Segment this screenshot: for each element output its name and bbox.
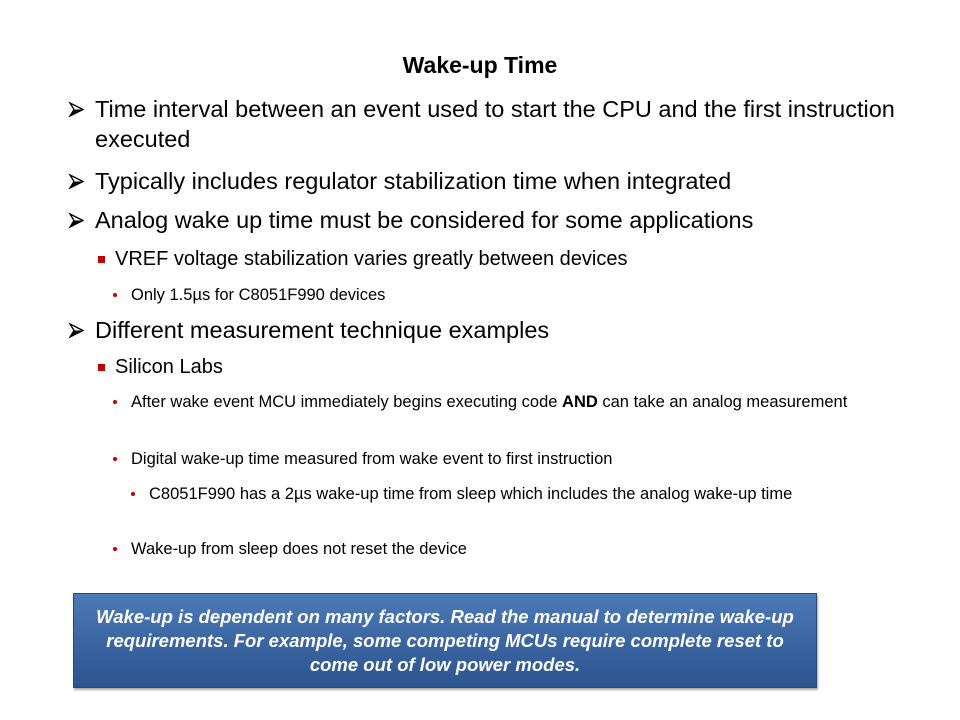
- callout-text: Wake-up is dependent on many factors. Read the manual to determine wake-up requirements. For example, some competing MCUs require complete reset to come out of low power modes.: [96, 605, 794, 675]
- bullet-level3: [113, 390, 863, 414]
- bullet-text: [113, 390, 863, 414]
- callout-box: [73, 593, 817, 688]
- bullet-text-part: can take an analog measurement: [597, 393, 848, 411]
- bullet-text: Different measurement technique examples: [95, 317, 550, 343]
- bullet-level1: [68, 315, 898, 345]
- square-bullet-icon: [98, 246, 112, 272]
- bullet-text-emphasis: AND: [562, 393, 598, 411]
- arrow-icon: [68, 94, 90, 124]
- bullet-level1: [68, 94, 898, 154]
- bullet-level1: [68, 166, 898, 196]
- bullet-text: Only 1.5µs for C8051F990 devices: [131, 286, 386, 304]
- arrow-icon: [68, 166, 90, 196]
- dot-bullet-icon: [113, 537, 125, 561]
- arrow-icon: [68, 315, 90, 345]
- bullet-level3: [113, 537, 863, 561]
- dot-bullet-icon: [113, 283, 125, 307]
- bullet-text: C8051F990 has a 2µs wake-up time from sleep which includes the analog wake-up time: [149, 485, 793, 503]
- slide-title: Wake-up Time: [402, 52, 558, 78]
- bullet-text-part: After wake event MCU immediately begins executing code: [131, 393, 563, 411]
- bullet-text: Digital wake-up time measured from wake event to first instruction: [131, 450, 613, 468]
- bullet-text: Wake-up from sleep does not reset the device: [131, 540, 467, 558]
- dot-bullet-icon: [131, 482, 143, 506]
- dot-bullet-icon: [113, 447, 125, 471]
- bullet-level2: [98, 354, 898, 380]
- bullet-text: Typically includes regulator stabilization time when integrated: [95, 168, 732, 194]
- bullet-level3: [113, 447, 863, 471]
- bullet-level1: [68, 205, 898, 235]
- bullet-level3: [113, 283, 863, 307]
- bullet-level4: [131, 482, 916, 506]
- dot-bullet-icon: [113, 390, 125, 414]
- bullet-level2: [98, 246, 898, 272]
- arrow-icon: [68, 205, 90, 235]
- bullet-text: Time interval between an event used to start the CPU and the first instruction executed: [95, 96, 895, 152]
- bullet-text: VREF voltage stabilization varies greatly between devices: [115, 248, 628, 270]
- bullet-text: Analog wake up time must be considered for some applications: [95, 207, 754, 233]
- square-bullet-icon: [98, 354, 112, 380]
- bullet-text: Silicon Labs: [115, 356, 223, 378]
